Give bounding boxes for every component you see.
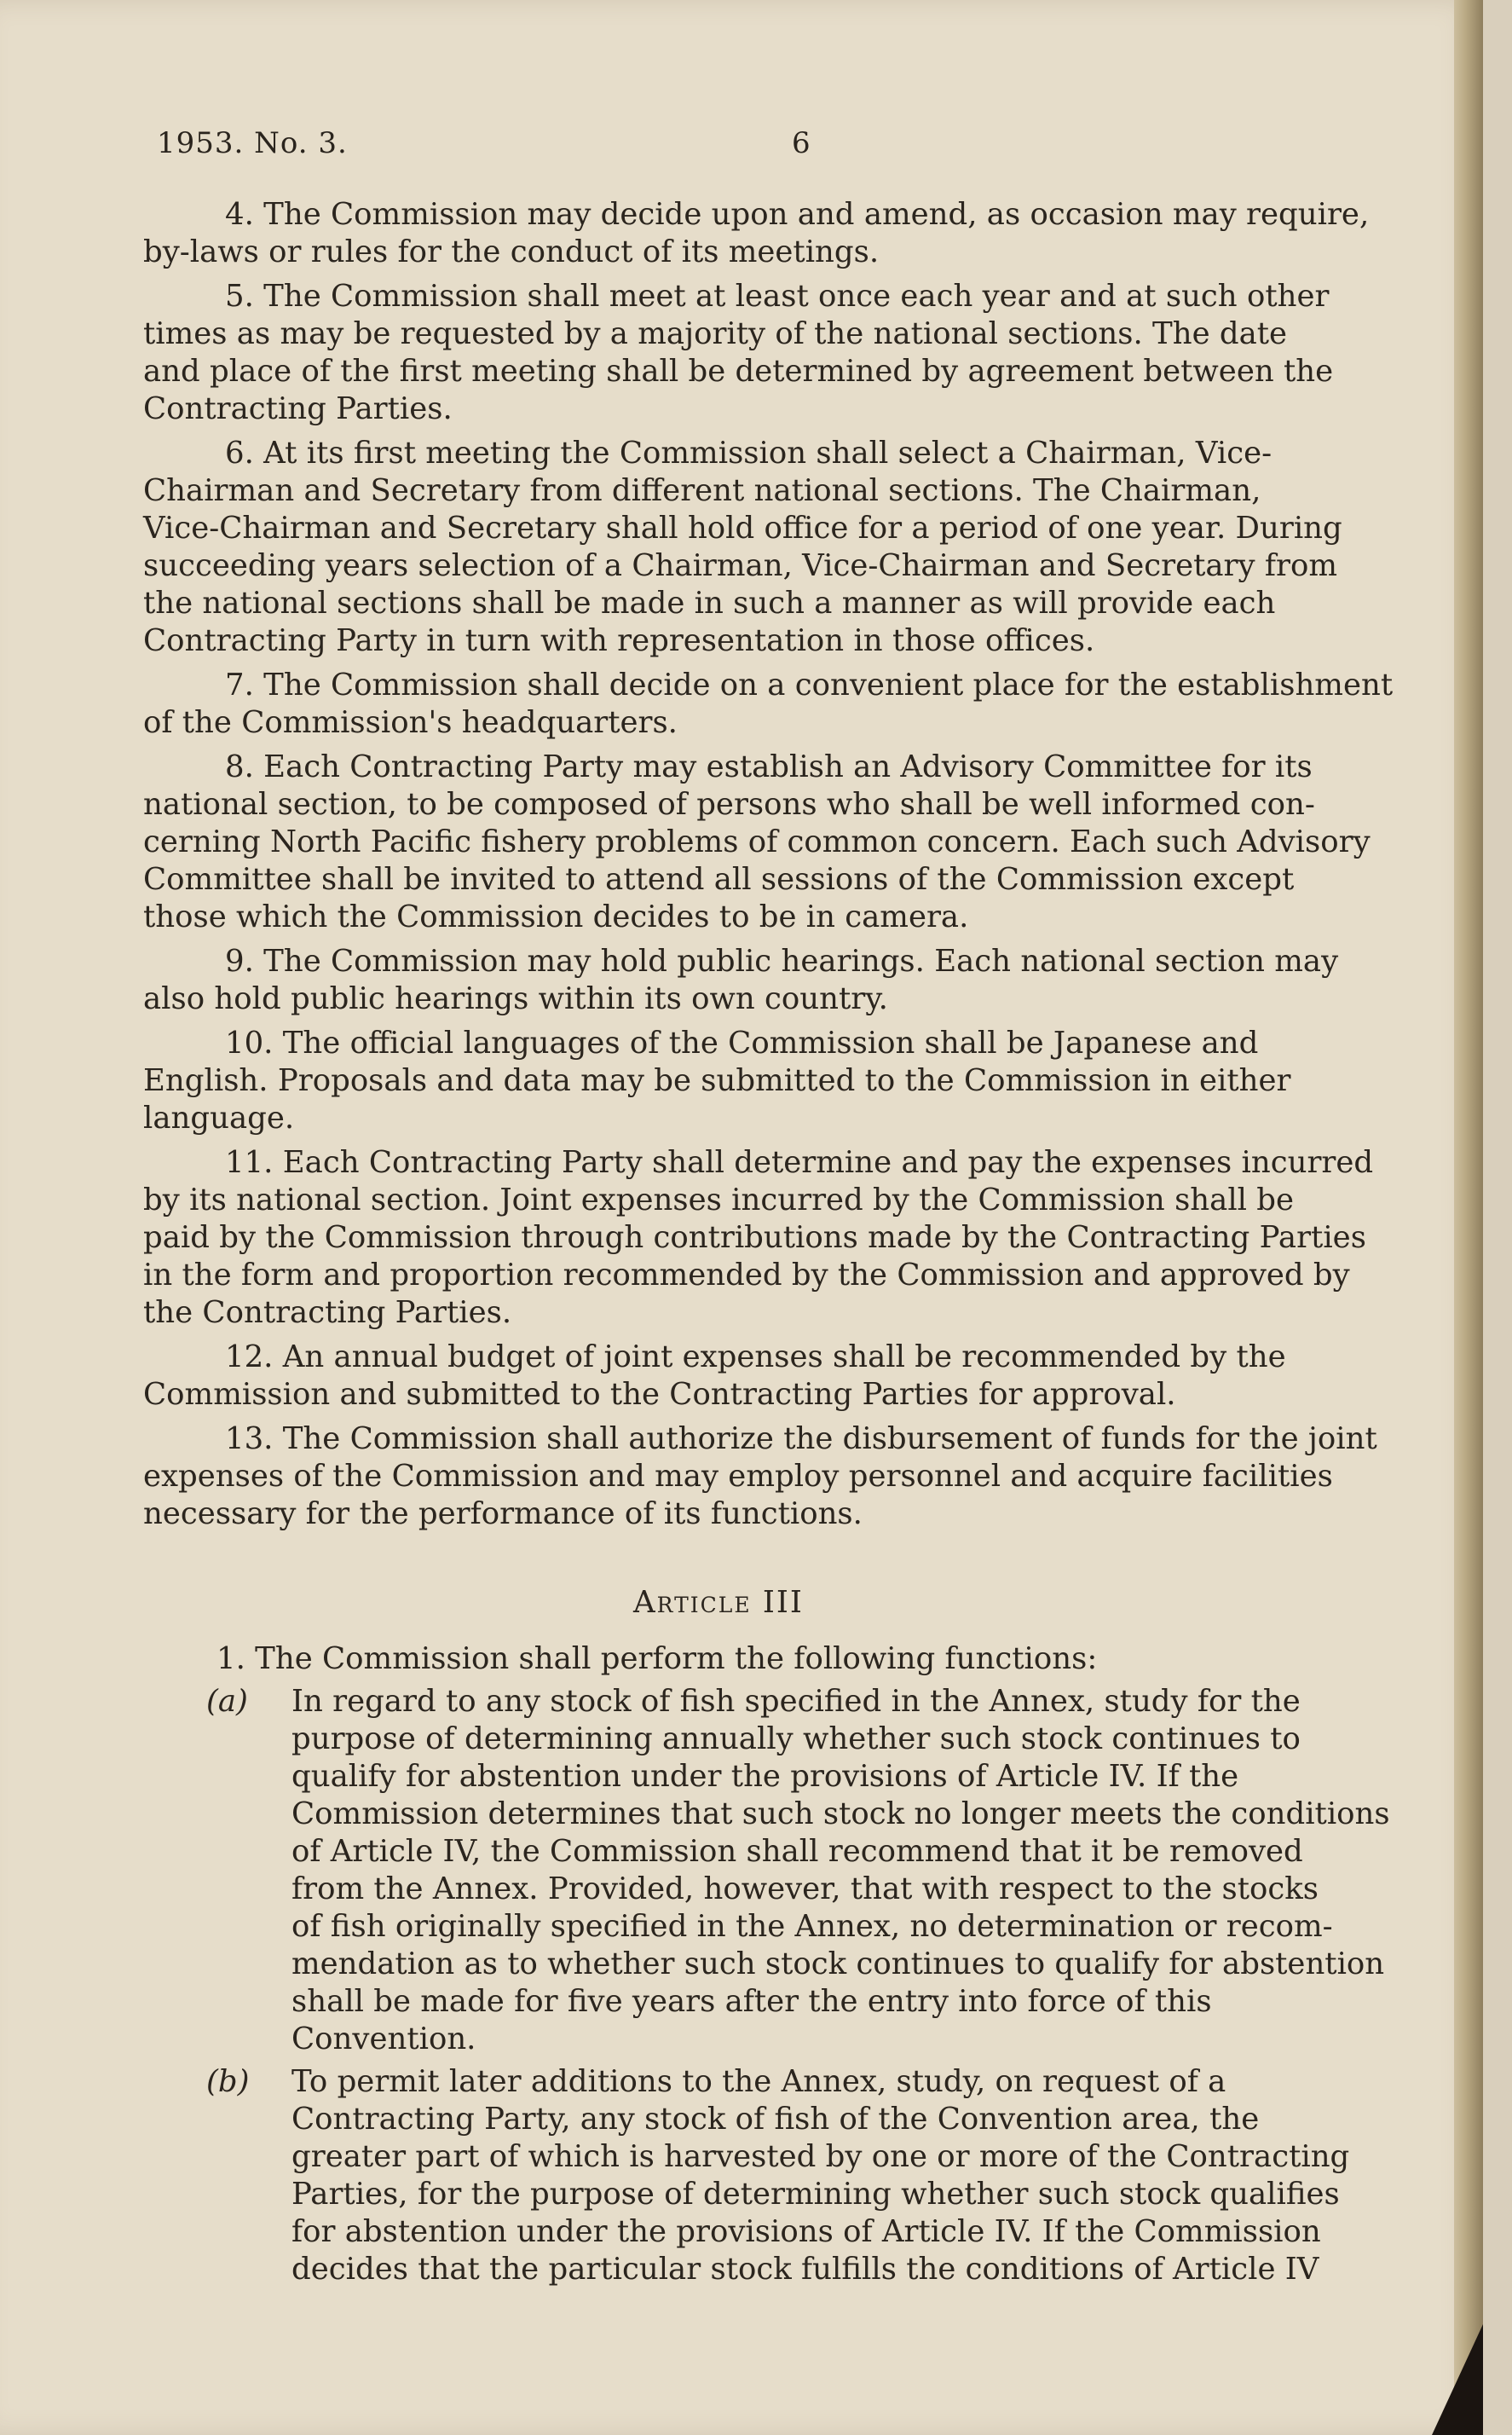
text-line: Contracting Party in turn with representation in those offices. xyxy=(143,623,1095,658)
text-line: Convention. xyxy=(291,2021,476,2056)
function-label: (b) xyxy=(206,2064,250,2099)
text-line: English. Proposals and data may be submitted to the Commission in either xyxy=(143,1063,1291,1098)
function-text xyxy=(291,1683,1422,2058)
function-item xyxy=(143,2063,1422,2288)
text-line: language. xyxy=(143,1101,295,1136)
text-line: Contracting Parties. xyxy=(143,391,453,426)
text-line: 9. The Commission may hold public hearings. Each national section may xyxy=(225,944,1339,979)
article-heading: Article III xyxy=(633,1585,804,1620)
paragraph xyxy=(143,1144,1422,1332)
text-line: the Contracting Parties. xyxy=(143,1295,512,1330)
paragraph xyxy=(143,196,1422,271)
text-line: decides that the particular stock fulfills the conditions of Article IV xyxy=(291,2252,1319,2287)
text-line: Commission determines that such stock no longer meets the conditions xyxy=(291,1796,1390,1831)
text-line: In regard to any stock of fish specified in the Annex, study for the xyxy=(291,1684,1301,1719)
text-line: 5. The Commission shall meet at least once each year and at such other xyxy=(225,279,1330,314)
text-line: for abstention under the provisions of Article IV. If the Commission xyxy=(291,2214,1321,2249)
text-line: national section, to be composed of persons who shall be well informed con- xyxy=(143,787,1315,822)
text-line: greater part of which is harvested by one or more of the Contracting xyxy=(291,2139,1350,2174)
text-line: 4. The Commission may decide upon and amend, as occasion may require, xyxy=(225,197,1370,232)
paragraph xyxy=(143,278,1422,428)
text-line: by-laws or rules for the conduct of its meetings. xyxy=(143,234,880,269)
text-line: necessary for the performance of its functions. xyxy=(143,1496,863,1531)
text-line: of Article IV, the Commission shall recommend that it be removed xyxy=(291,1834,1303,1869)
page-number: 6 xyxy=(792,126,811,160)
text-line: by its national section. Joint expenses incurred by the Commission shall be xyxy=(143,1183,1295,1218)
function-label: (a) xyxy=(206,1684,248,1719)
functions-intro: 1. The Commission shall perform the following functions: xyxy=(216,1641,1098,1676)
text-line: of the Commission's headquarters. xyxy=(143,705,678,740)
text-line: paid by the Commission through contributions made by the Contracting Parties xyxy=(143,1220,1366,1255)
page-header xyxy=(157,126,1265,160)
text-line: and place of the first meeting shall be determined by agreement between the xyxy=(143,354,1334,389)
text-line: cerning North Pacific fishery problems of common concern. Each such Advisory xyxy=(143,824,1371,859)
text-line: in the form and proportion recommended by the Commission and approved by xyxy=(143,1258,1350,1293)
text-line: from the Annex. Provided, however, that with respect to the stocks xyxy=(291,1871,1319,1906)
text-line: qualify for abstention under the provisions of Article IV. If the xyxy=(291,1759,1239,1794)
text-line: 6. At its first meeting the Commission shall select a Chairman, Vice- xyxy=(225,436,1273,471)
paragraph xyxy=(143,1025,1422,1137)
paragraph xyxy=(143,1339,1422,1414)
text-line: Commission and submitted to the Contracting Parties for approval. xyxy=(143,1377,1176,1412)
function-list xyxy=(143,1683,1422,2288)
paragraph xyxy=(143,1420,1422,1533)
text-line: 12. An annual budget of joint expenses shall be recommended by the xyxy=(225,1339,1286,1374)
text-line: Parties, for the purpose of determining whether such stock qualifies xyxy=(291,2177,1340,2212)
text-line: those which the Commission decides to be in camera. xyxy=(143,899,969,934)
paragraph xyxy=(143,749,1422,936)
text-line: shall be made for five years after the entry into force of this xyxy=(291,1984,1212,2019)
paragraph xyxy=(143,435,1422,660)
text-line: 11. Each Contracting Party shall determine and pay the expenses incurred xyxy=(225,1145,1374,1180)
text-line: Chairman and Secretary from different national sections. The Chairman, xyxy=(143,473,1261,508)
paragraph-list xyxy=(143,196,1422,1533)
text-line: Vice-Chairman and Secretary shall hold office for a period of one year. During xyxy=(143,511,1342,546)
text-line: Contracting Party, any stock of fish of the Convention area, the xyxy=(291,2102,1260,2137)
text-line: 13. The Commission shall authorize the disbursement of funds for the joint xyxy=(225,1421,1377,1456)
text-line: times as may be requested by a majority of the national sections. The date xyxy=(143,316,1288,351)
text-line: expenses of the Commission and may employ personnel and acquire facilities xyxy=(143,1459,1333,1494)
text-line: succeeding years selection of a Chairman, Vice-Chairman and Secretary from xyxy=(143,548,1338,583)
text-line: 10. The official languages of the Commission shall be Japanese and xyxy=(225,1026,1259,1061)
text-line: of fish originally specified in the Annex, no determination or recom- xyxy=(291,1909,1333,1944)
text-line: Committee shall be invited to attend all sessions of the Commission except xyxy=(143,862,1295,897)
text-line: 8. Each Contracting Party may establish an Advisory Committee for its xyxy=(225,749,1313,784)
paragraph xyxy=(143,943,1422,1018)
header-citation: 1953. No. 3. xyxy=(157,126,348,160)
function-text xyxy=(291,2063,1422,2288)
document-body xyxy=(143,196,1422,2293)
page-edge xyxy=(1454,0,1483,2435)
text-line: purpose of determining annually whether such stock continues to xyxy=(291,1721,1301,1756)
text-line: also hold public hearings within its own country. xyxy=(143,981,888,1016)
text-line: mendation as to whether such stock continues to qualify for abstention xyxy=(291,1946,1385,1981)
text-line: To permit later additions to the Annex, study, on request of a xyxy=(291,2064,1226,2099)
paragraph xyxy=(143,667,1422,742)
text-line: the national sections shall be made in such a manner as will provide each xyxy=(143,586,1276,621)
page-corner-shadow xyxy=(1432,2324,1483,2435)
text-line: 7. The Commission shall decide on a convenient place for the establishment xyxy=(225,668,1394,703)
function-item xyxy=(143,1683,1422,2058)
